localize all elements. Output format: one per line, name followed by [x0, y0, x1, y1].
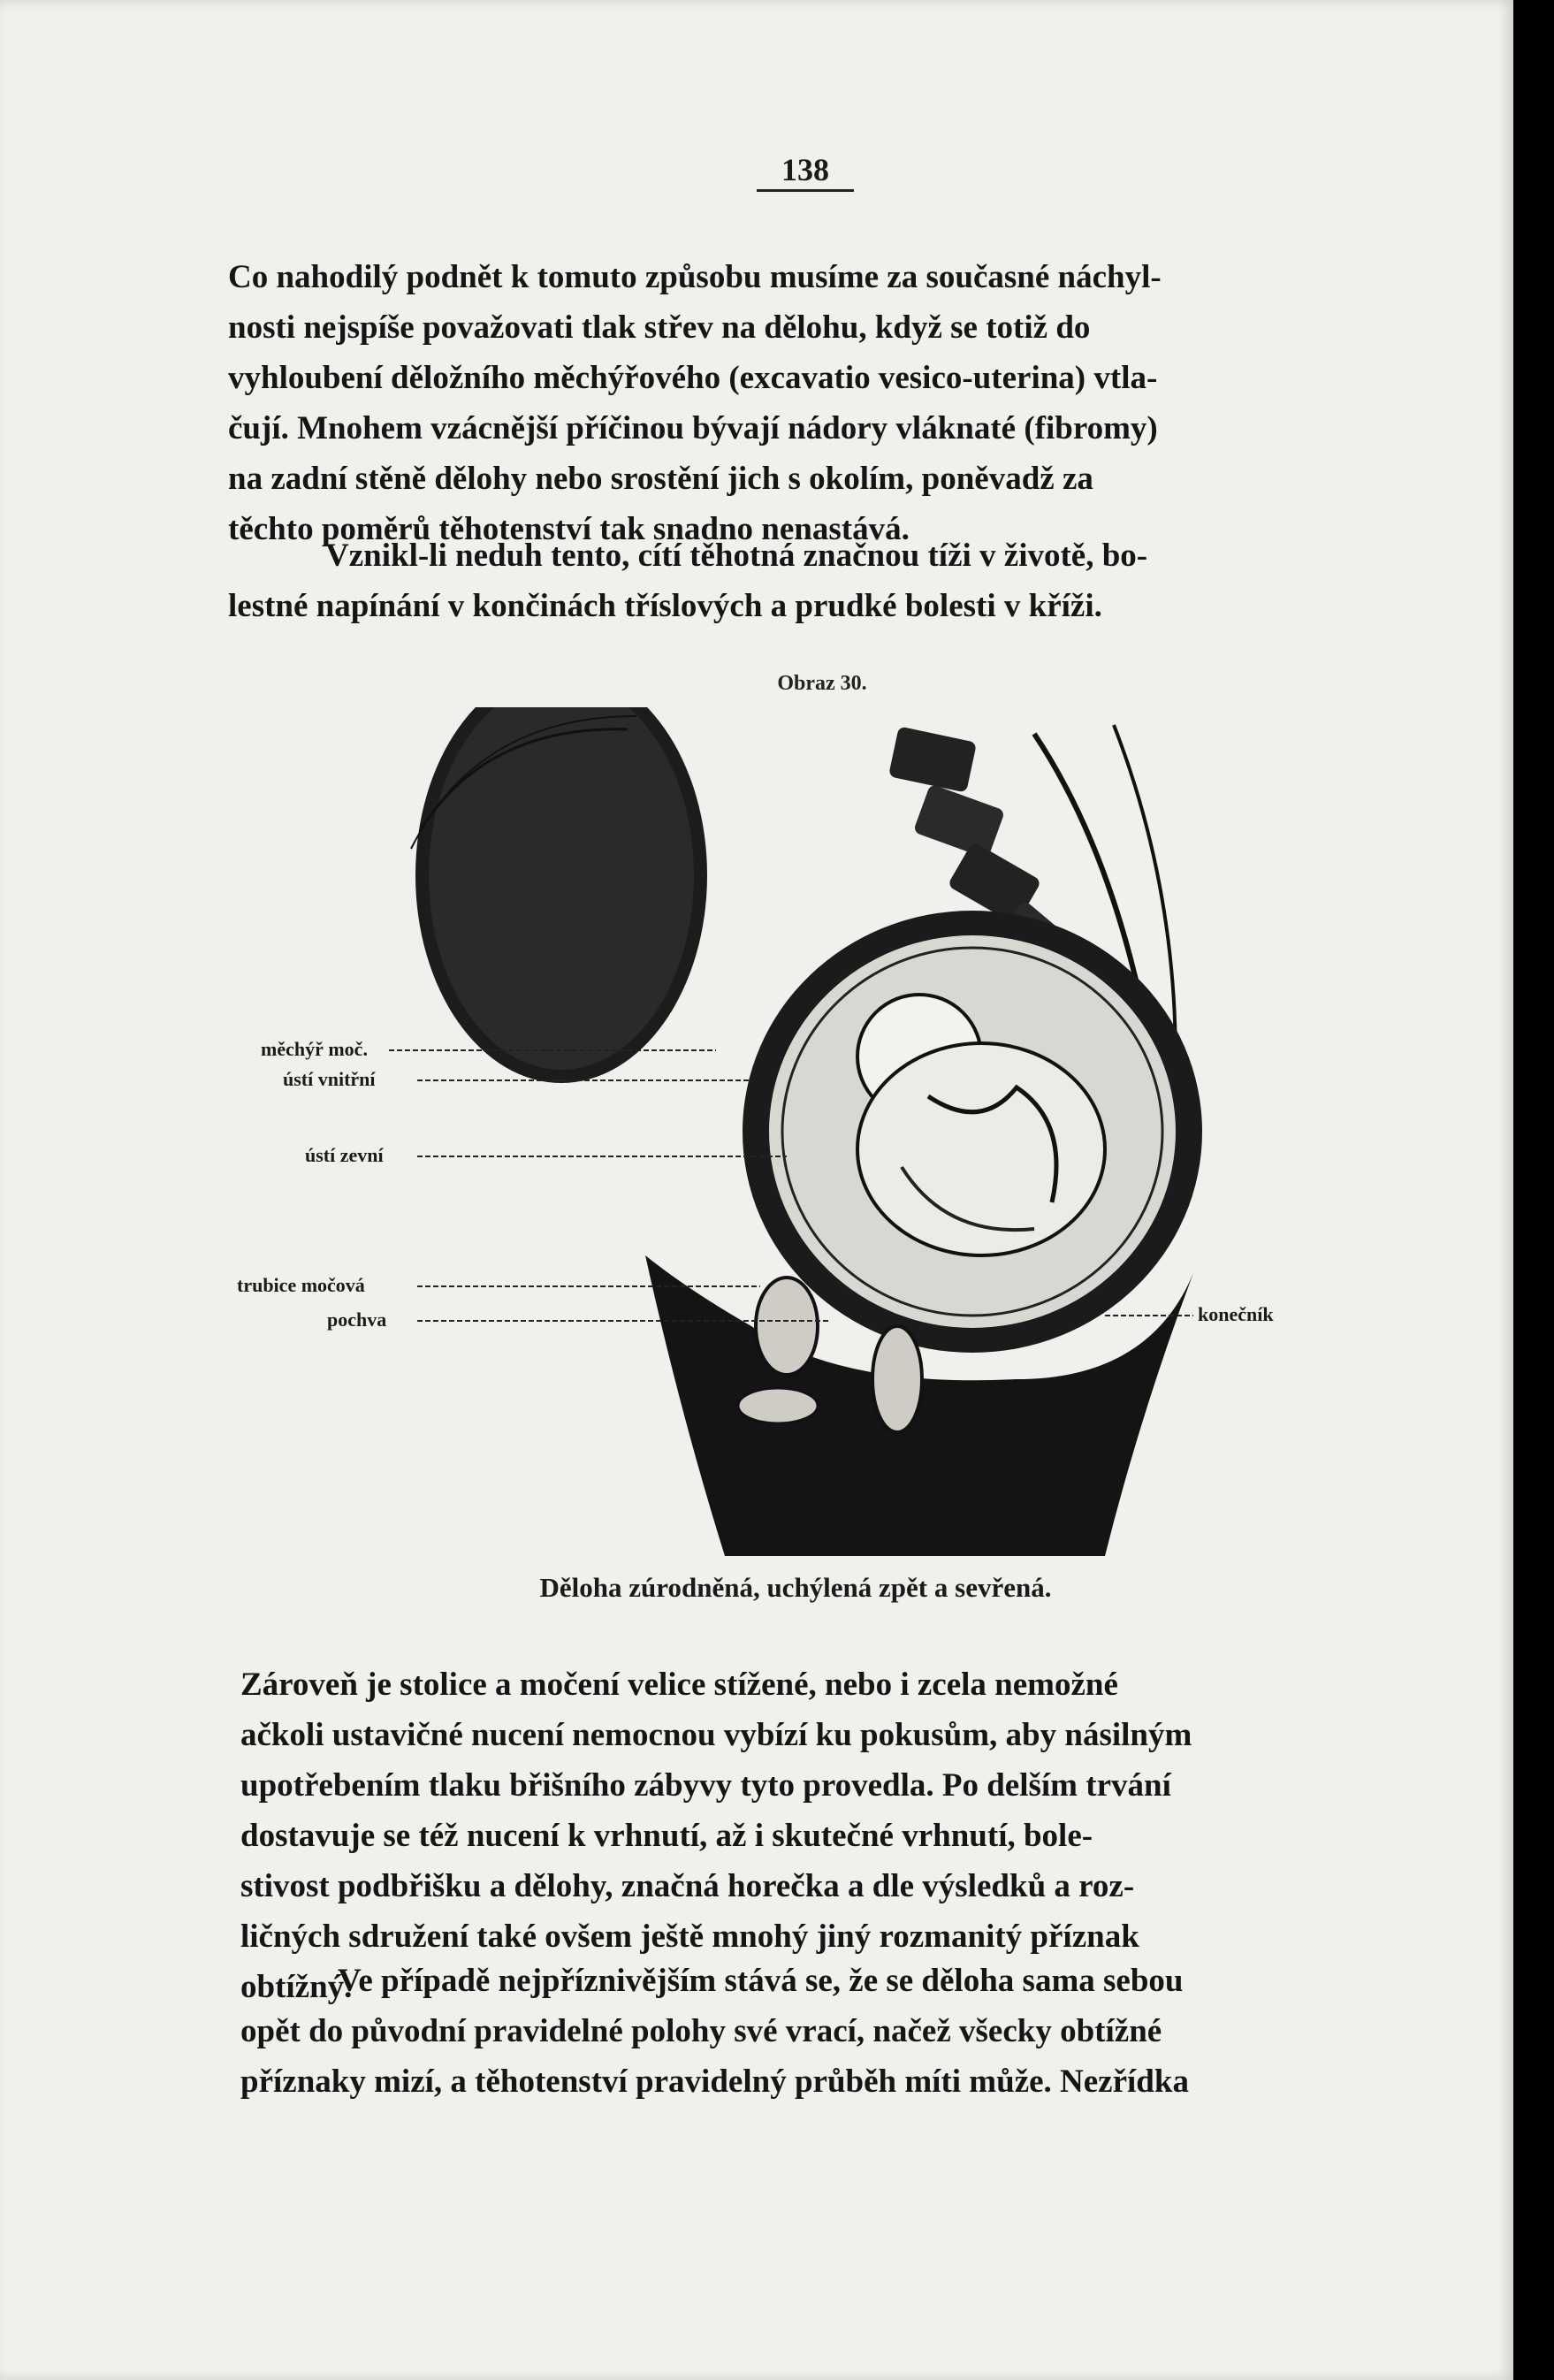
label-rectum: konečník [1198, 1303, 1274, 1325]
text-line: těchto poměrů těhotenství tak snadno nenastává. [228, 511, 910, 547]
text-line: nosti nejspíše považovati tlak střev na dělohu, když se totiž do [228, 309, 1091, 346]
label-inner-os: ústí vnitřní [283, 1068, 376, 1090]
paragraph-2 [228, 530, 1367, 631]
text-line: lestné napínání v končinách tříslových a prudké bolesti v kříži. [228, 588, 1102, 624]
page-number: 138 [757, 150, 854, 192]
anatomical-illustration [221, 707, 1370, 1556]
text-line: ačkoli ustavičné nucení nemocnou vybízí ku pokusům, aby násilným [240, 1717, 1192, 1753]
label-vagina: pochva [327, 1308, 387, 1331]
label-outer-os: ústí zevní [305, 1144, 384, 1166]
label-urethra: trubice močová [237, 1274, 365, 1296]
text-line: upotřebením tlaku břišního zábyvy tyto provedla. Po delším trvání [240, 1767, 1171, 1804]
illustration-drawing [221, 707, 1370, 1556]
text-line: opět do původní pravidelné polohy své vrací, načež všecky obtížné [240, 2013, 1162, 2049]
text-line: dostavuje se též nucení k vrhnutí, až i skutečné vrhnutí, bole- [240, 1818, 1093, 1854]
paragraph-4 [240, 1956, 1390, 2107]
scan-border [1513, 0, 1554, 2380]
text-line: Zároveň je stolice a močení velice stížené, nebo i zcela nemožné [240, 1667, 1118, 1703]
text-line: obtížný. [240, 1969, 353, 2005]
label-bladder: měchýř moč. [261, 1038, 368, 1060]
text-line: na zadní stěně dělohy nebo srostění jich s okolím, poněvadž za [228, 461, 1093, 497]
text-line: vyhloubení děložního měchýřového (excavatio vesico-uterina) vtla- [228, 360, 1158, 396]
text-line: Vznikl-li neduh tento, cítí těhotná značnou tíži v životě, bo- [325, 538, 1148, 574]
text-line: Ve případě nejpříznivějším stává se, že se děloha sama sebou [338, 1963, 1184, 1999]
text-line: příznaky mizí, a těhotenství pravidelný průběh míti může. Nezřídka [240, 2063, 1189, 2100]
text-line: Co nahodilý podnět k tomuto způsobu musíme za současné náchyl- [228, 259, 1162, 295]
paragraph-1 [228, 252, 1367, 554]
figure-caption: Děloha zúrodněná, uchýlená zpět a sevřená. [539, 1572, 1052, 1603]
text-line: čují. Mnohem vzácnější příčinou bývají nádory vláknaté (fibromy) [228, 410, 1158, 446]
text-line: stivost podbřišku a dělohy, značná horečka a dle výsledků a roz- [240, 1868, 1135, 1904]
figure-title: Obraz 30. [777, 672, 867, 695]
text-line: ličných sdružení také ovšem ještě mnohý jiný rozmanitý příznak [240, 1918, 1139, 1955]
